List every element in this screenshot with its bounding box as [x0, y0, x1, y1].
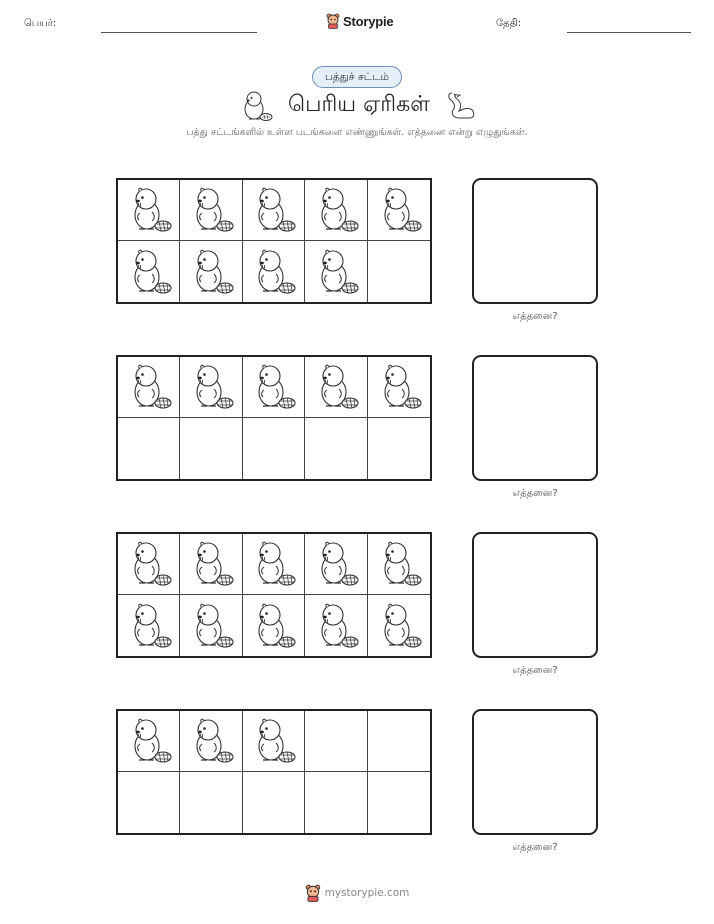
ten-frame-cell — [243, 241, 305, 302]
date-line — [567, 32, 691, 33]
worksheet-tag: பத்துச் சட்டம் — [312, 66, 402, 88]
ten-frame-cell — [368, 418, 430, 479]
ten-frame-cell — [305, 241, 367, 302]
question-label-2: எத்தனை? — [512, 488, 558, 499]
beaver-icon — [188, 713, 234, 769]
ten-frame-cell — [180, 357, 242, 418]
beaver-icon — [313, 182, 359, 238]
beaver-icon — [126, 598, 172, 654]
beaver-icon — [313, 536, 359, 592]
ten-frame-cell — [305, 418, 367, 479]
ten-frame-cell — [368, 534, 430, 595]
beaver-icon — [250, 244, 296, 300]
ten-frame-cell — [243, 180, 305, 241]
storypie-mascot-icon — [305, 884, 321, 902]
ten-frame-cell — [368, 180, 430, 241]
title-row — [0, 89, 714, 123]
ten-frame-cell — [180, 711, 242, 772]
swan-icon — [444, 89, 476, 123]
ten-frame-cell — [305, 711, 367, 772]
ten-frame-cell — [180, 418, 242, 479]
beaver-icon — [188, 359, 234, 415]
ten-frame-cell — [118, 241, 180, 302]
name-line — [101, 32, 257, 33]
beaver-icon — [126, 244, 172, 300]
answer-box-2[interactable] — [472, 355, 598, 481]
ten-frame-cell — [243, 418, 305, 479]
ten-frame-cell — [118, 418, 180, 479]
ten-frame-cell — [243, 357, 305, 418]
beaver-icon — [126, 713, 172, 769]
footer — [0, 884, 714, 902]
ten-frame-cell — [180, 772, 242, 833]
date-label: தேதி: — [496, 18, 522, 29]
ten-frame-cell — [305, 534, 367, 595]
footer-url: mystorypie.com — [324, 887, 410, 899]
beaver-icon — [376, 598, 422, 654]
beaver-icon — [313, 359, 359, 415]
answer-box-3[interactable] — [472, 532, 598, 658]
beaver-icon — [188, 244, 234, 300]
ten-frame-cell — [243, 595, 305, 656]
question-label-3: எத்தனை? — [512, 665, 558, 676]
ten-frame-cell — [180, 241, 242, 302]
question-label-1: எத்தனை? — [512, 311, 558, 322]
instructions: பத்து சட்டங்களில் உள்ள படங்களை எண்ணுங்கள். எத்தனை என்று எழுதுங்கள். — [186, 127, 528, 138]
ten-frame-cell — [368, 357, 430, 418]
brand-logo — [326, 13, 393, 29]
ten-frame-cell — [180, 595, 242, 656]
answer-box-4[interactable] — [472, 709, 598, 835]
beaver-icon — [188, 182, 234, 238]
worksheet-title: பெரிய ஏரிகள் — [287, 92, 431, 117]
beaver-icon — [313, 244, 359, 300]
ten-frame-1 — [116, 178, 432, 304]
beaver-icon — [376, 182, 422, 238]
ten-frame-cell — [305, 595, 367, 656]
ten-frame-cell — [118, 180, 180, 241]
beaver-icon — [250, 598, 296, 654]
ten-frame-cell — [243, 772, 305, 833]
beaver-icon — [250, 182, 296, 238]
ten-frame-2 — [116, 355, 432, 481]
ten-frame-cell — [368, 711, 430, 772]
ten-frame-cell — [180, 180, 242, 241]
beaver-icon — [250, 359, 296, 415]
ten-frame-cell — [118, 711, 180, 772]
ten-frame-cell — [243, 534, 305, 595]
beaver-icon — [376, 359, 422, 415]
beaver-icon — [188, 536, 234, 592]
ten-frame-cell — [305, 772, 367, 833]
brand-name: Storypie — [343, 13, 394, 29]
ten-frame-cell — [118, 772, 180, 833]
beaver-icon — [250, 713, 296, 769]
ten-frame-cell — [305, 357, 367, 418]
ten-frame-cell — [368, 772, 430, 833]
beaver-icon — [188, 598, 234, 654]
ten-frame-cell — [118, 534, 180, 595]
ten-frame-cell — [368, 595, 430, 656]
beaver-icon — [126, 536, 172, 592]
ten-frame-4 — [116, 709, 432, 835]
answer-box-1[interactable] — [472, 178, 598, 304]
ten-frame-cell — [243, 711, 305, 772]
beaver-icon — [126, 182, 172, 238]
name-label: பெயர்: — [24, 18, 57, 29]
beaver-icon — [376, 536, 422, 592]
beaver-icon — [238, 89, 274, 123]
ten-frame-cell — [118, 595, 180, 656]
storypie-mascot-icon — [326, 13, 340, 29]
ten-frame-cell — [118, 357, 180, 418]
beaver-icon — [126, 359, 172, 415]
ten-frame-3 — [116, 532, 432, 658]
ten-frame-cell — [305, 180, 367, 241]
ten-frame-cell — [180, 534, 242, 595]
question-label-4: எத்தனை? — [512, 842, 558, 853]
ten-frame-cell — [368, 241, 430, 302]
beaver-icon — [313, 598, 359, 654]
beaver-icon — [250, 536, 296, 592]
